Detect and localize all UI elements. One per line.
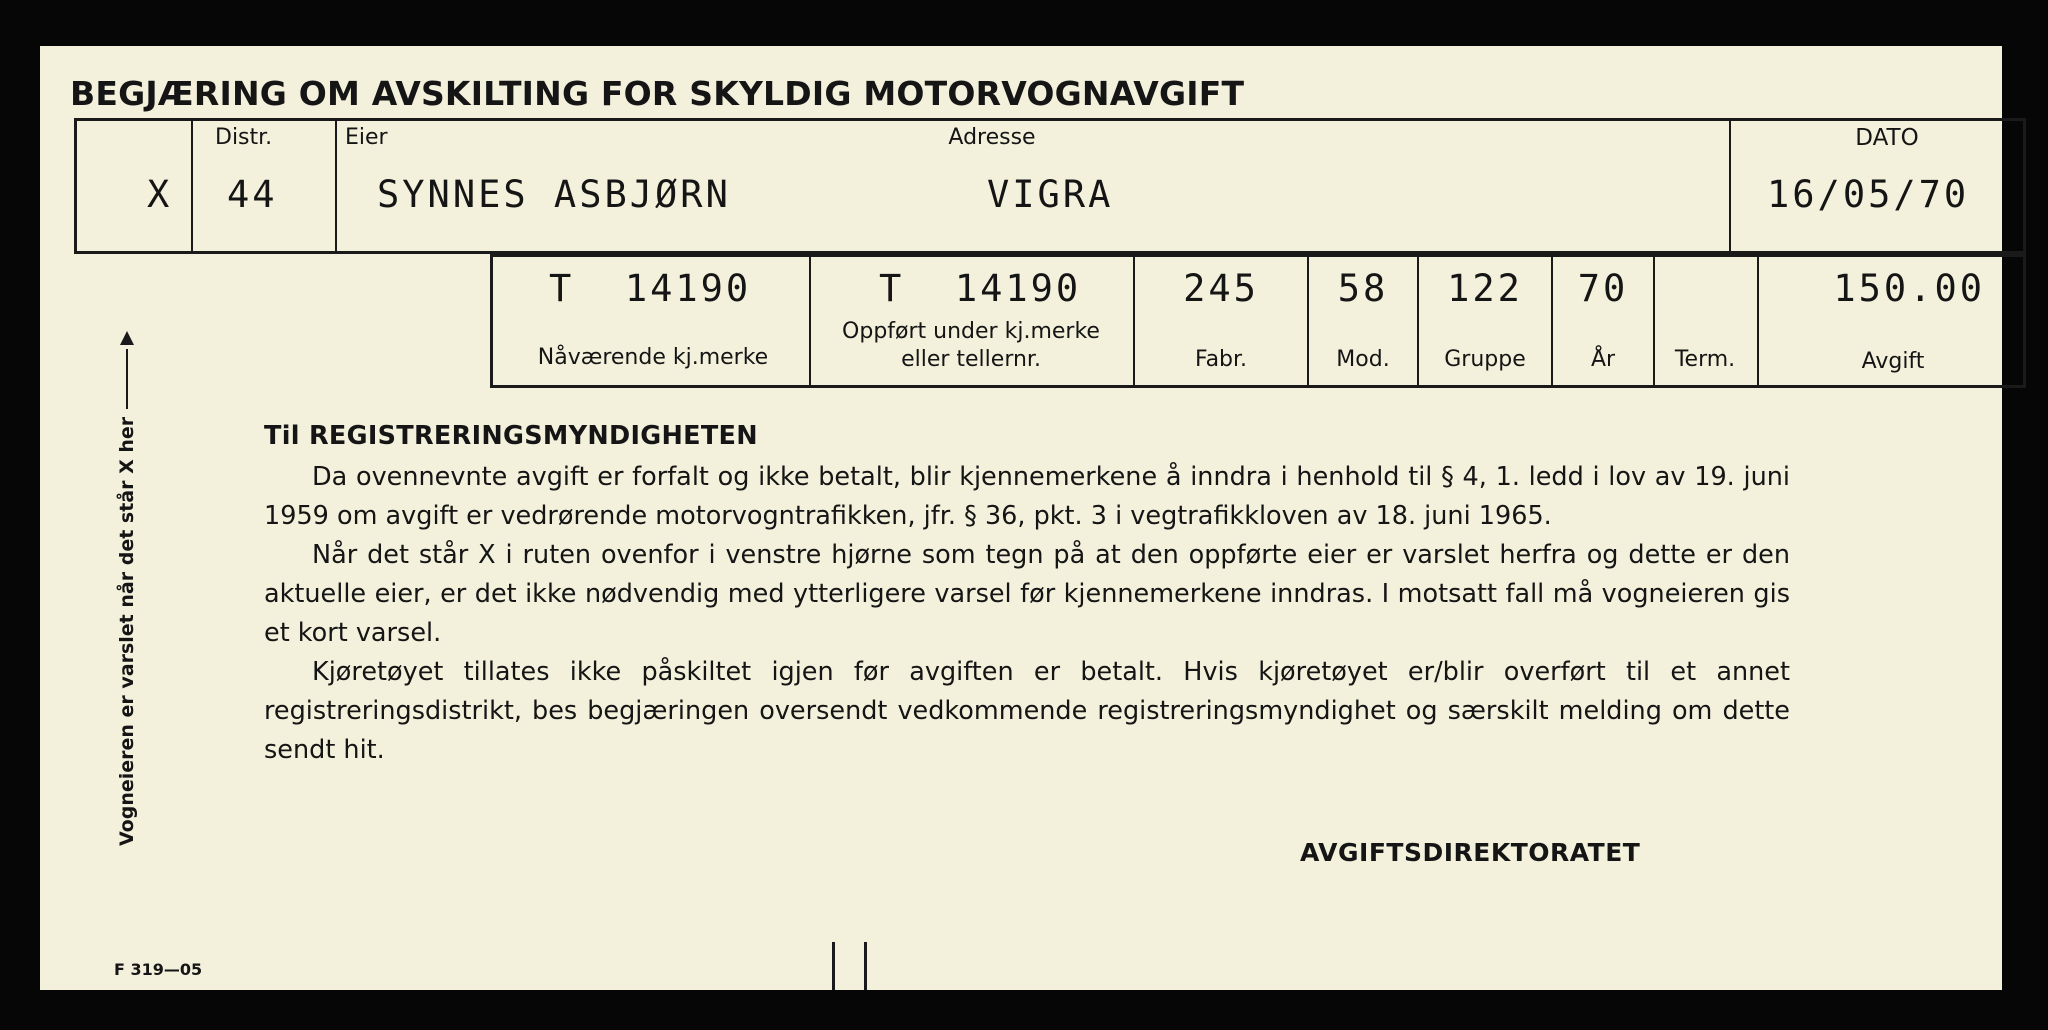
arrow-up-icon	[120, 331, 134, 345]
paragraph: Kjøretøyet tillates ikke påskiltet igjen før avgiften er betalt. Hvis kjøretøyet er/blir overført til et annet registreringsdistrikt, bes begjæringen oversendt vedkommende registreringsmyndighet og særskilt melding om dette sendt hit.	[264, 657, 1790, 765]
owner-box	[74, 118, 2026, 254]
fabr-label: Fabr.	[1194, 347, 1248, 372]
fold-mark	[832, 942, 835, 990]
form-card	[40, 46, 2002, 990]
notified-mark: X	[147, 173, 173, 216]
distr-label: Distr.	[215, 125, 273, 150]
dato-value: 16/05/70	[1767, 173, 1970, 216]
letter-body	[264, 417, 1790, 770]
gruppe-value: 122	[1447, 267, 1523, 310]
current-plate-label: Nåværende kj.merke	[537, 345, 769, 370]
gruppe-label: Gruppe	[1444, 347, 1526, 372]
registered-plate-label-1: Oppført under kj.merke	[842, 319, 1100, 344]
current-plate-value: T 14190	[549, 267, 752, 310]
term-label: Term.	[1674, 347, 1736, 372]
arrow-line	[126, 349, 128, 409]
paragraph: Da ovennevnte avgift er forfalt og ikke betalt, blir kjennemerkene å inndra i henhold til § 4, 1. ledd i lov av 19. juni 1959 om avgift er vedrørende motorvogntrafikken, jfr. § 36, pkt. 3 i vegtrafikkloven av 18. juni 1965.	[264, 462, 1790, 531]
avgift-label: Avgift	[1861, 349, 1925, 374]
distr-value: 44	[227, 173, 278, 216]
fold-mark	[864, 942, 867, 990]
registered-plate-label-2: eller tellernr.	[901, 347, 1041, 372]
ar-label: År	[1590, 347, 1616, 372]
dato-label: DATO	[1855, 125, 1919, 151]
side-note-text: Vogneieren er varslet når det står X her	[116, 416, 138, 846]
mod-value: 58	[1337, 267, 1389, 310]
avgift-value: 150.00	[1833, 267, 1985, 310]
eier-value: SYNNES ASBJØRN	[377, 173, 731, 216]
fabr-value: 245	[1183, 267, 1259, 310]
paragraph: Når det står X i ruten ovenfor i venstre hjørne som tegn på at den oppførte eier er varslet herfra og dette er den aktuelle eier, er det ikke nødvendig med ytterligere varsel før kjennemerkene inndras. I motsatt fall må vogneieren gis et kort varsel.	[264, 540, 1790, 648]
adresse-value: VIGRA	[987, 173, 1114, 216]
signature: AVGIFTSDIREKTORATET	[1300, 838, 1641, 867]
form-title: BEGJÆRING OM AVSKILTING FOR SKYLDIG MOTORVOGNAVGIFT	[70, 74, 1245, 113]
adresse-label: Adresse	[948, 125, 1036, 150]
form-number: F 319—05	[114, 960, 203, 979]
vehicle-box	[490, 254, 2026, 388]
side-note	[116, 331, 138, 846]
mod-label: Mod.	[1336, 347, 1390, 372]
recipient-heading: Til REGISTRERINGSMYNDIGHETEN	[264, 421, 758, 451]
eier-label: Eier	[345, 125, 388, 150]
ar-value: 70	[1577, 267, 1629, 310]
registered-plate-value: T 14190	[879, 267, 1082, 310]
